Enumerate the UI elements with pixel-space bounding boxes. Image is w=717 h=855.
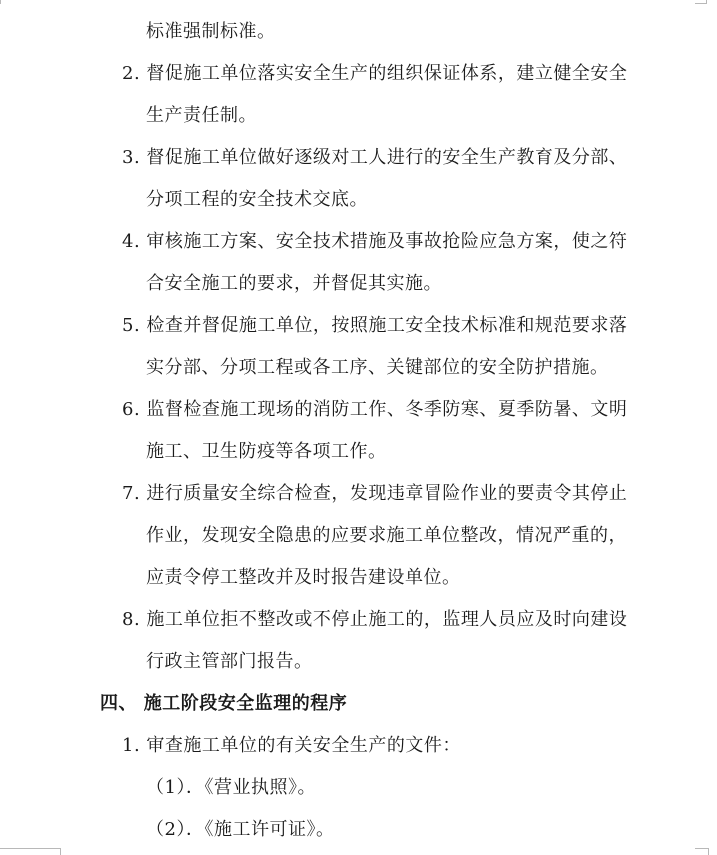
crop-mark (0, 0, 1, 4)
text-line: 生产责任制。 (146, 105, 257, 126)
list-item-6: 6. 监督检查施工现场的消防工作、冬季防寒、夏季防暑、文明 (122, 399, 628, 420)
crop-mark (60, 848, 61, 855)
list-item-2: 2. 督促施工单位落实安全生产的组织保证体系，建立健全安全 (122, 63, 628, 84)
list-item-3: 3. 督促施工单位做好逐级对工人进行的安全生产教育及分部、 (122, 147, 628, 168)
sub-item: （1）．《营业执照》。 (146, 777, 316, 798)
text-line: 合安全施工的要求，并督促其实施。 (146, 273, 442, 294)
sub-item: （2）．《施工许可证》。 (146, 819, 335, 840)
crop-mark (706, 0, 707, 4)
section-heading: 四、 施工阶段安全监理的程序 (100, 693, 348, 714)
text-line: 分项工程的安全技术交底。 (146, 189, 368, 210)
crop-mark (695, 848, 709, 849)
text-line: 标准强制标准。 (146, 21, 276, 42)
crop-mark (708, 848, 709, 855)
list-item-8: 8. 施工单位拒不整改或不停止施工的，监理人员应及时向建设 (122, 609, 628, 630)
text-line: 行政主管部门报告。 (146, 651, 313, 672)
list-item-4: 4. 审核施工方案、安全技术措施及事故抢险应急方案，使之符 (122, 231, 628, 252)
crop-mark (0, 848, 60, 849)
text-line: 实分部、分项工程或各工序、关键部位的安全防护措施。 (146, 357, 609, 378)
text-line: 施工、卫生防疫等各项工作。 (146, 441, 387, 462)
text-line: 应责令停工整改并及时报告建设单位。 (146, 567, 461, 588)
list-item-1: 1. 审查施工单位的有关安全生产的文件： (122, 735, 461, 756)
list-item-5: 5. 检查并督促施工单位，按照施工安全技术标准和规范要求落 (122, 315, 628, 336)
list-item-7: 7. 进行质量安全综合检查，发现违章冒险作业的要责令其停止 (122, 483, 628, 504)
text-line: 作业，发现安全隐患的应要求施工单位整改，情况严重的， (146, 525, 627, 546)
